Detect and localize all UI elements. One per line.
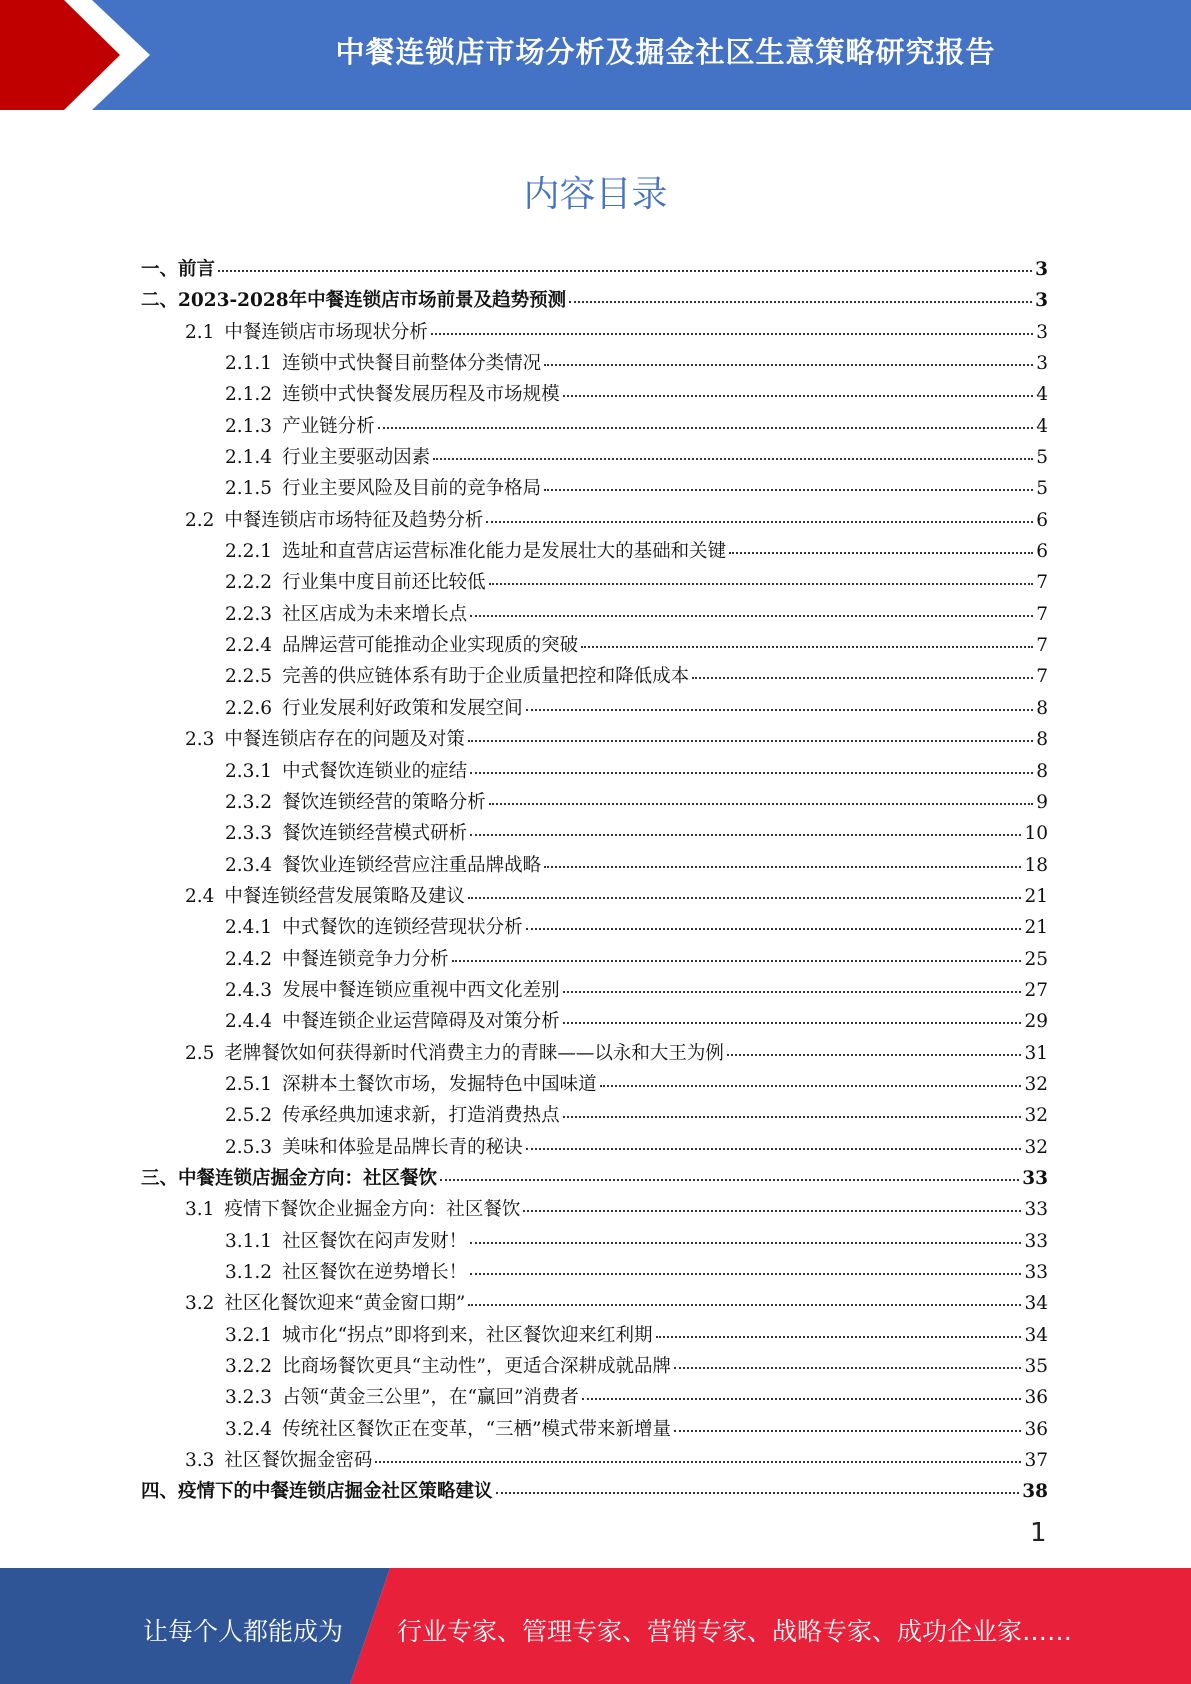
toc-entry-number: 2.5 (185, 1042, 215, 1064)
toc-entry-page: 5 (1036, 447, 1048, 469)
toc-entry[interactable] (141, 661, 1048, 692)
toc-entry-label (225, 944, 449, 975)
toc-entry-page: 9 (1036, 791, 1048, 813)
dot-leader (544, 866, 1021, 868)
toc-entry-number: 2.2.2 (225, 572, 273, 594)
dot-leader (523, 1210, 1021, 1212)
toc-entry[interactable] (141, 1288, 1048, 1319)
toc-entry-page: 4 (1036, 384, 1048, 406)
toc-entry-text: 占领“黄金三公里”，在“赢回”消费者 (282, 1387, 579, 1409)
dot-leader (470, 615, 1033, 617)
red-chevron-icon (0, 0, 160, 110)
toc-entry-text: 四、疫情下的中餐连锁店掘金社区策略建议 (141, 1481, 493, 1503)
dot-leader (496, 1492, 1020, 1494)
toc-entry-page: 7 (1036, 635, 1048, 657)
toc-entry-page: 36 (1024, 1418, 1048, 1440)
toc-entry-label (225, 1257, 467, 1288)
toc-entry-page: 33 (1022, 1167, 1048, 1189)
toc-entry-number: 2.3.4 (225, 854, 273, 876)
toc-entry-text: 行业主要驱动因素 (282, 447, 431, 469)
toc-entry-label (141, 254, 215, 285)
toc-entry-number: 3.2.1 (225, 1324, 273, 1346)
toc-entry-page: 38 (1022, 1481, 1048, 1503)
dot-leader (544, 364, 1033, 366)
dot-leader (569, 301, 1032, 303)
toc-entry[interactable] (141, 348, 1048, 379)
toc-entry-label (185, 1445, 372, 1476)
dot-leader (526, 928, 1022, 930)
toc-entry-label (225, 1132, 523, 1163)
toc-entry-number: 2.1 (185, 321, 215, 343)
toc-entry-text: 连锁中式快餐目前整体分类情况 (282, 353, 542, 375)
toc-entry-page: 7 (1036, 572, 1048, 594)
toc-entry-label (225, 1069, 597, 1100)
toc-entry-page: 37 (1024, 1450, 1048, 1472)
toc-entry-text: 城市化“拐点”即将到来，社区餐饮迎来红利期 (282, 1324, 653, 1346)
toc-entry-text: 连锁中式快餐发展历程及市场规模 (282, 384, 560, 406)
toc-entry-text: 社区餐饮在逆势增长！ (282, 1262, 468, 1283)
toc-entry-label (141, 285, 566, 316)
toc-entry-text: 行业发展利好政策和发展空间 (282, 697, 523, 719)
toc-entry[interactable] (141, 1038, 1048, 1069)
toc-entry[interactable] (141, 599, 1048, 630)
toc-entry-label (185, 1194, 520, 1225)
toc-entry[interactable] (141, 693, 1048, 724)
toc-entry-page: 35 (1024, 1356, 1048, 1378)
dot-leader (470, 834, 1021, 836)
toc-entry-page: 25 (1024, 948, 1048, 970)
toc-entry-text: 疫情下餐饮企业掘金方向：社区餐饮 (224, 1199, 521, 1221)
toc-entry-number: 2.1.5 (225, 478, 273, 500)
toc-entry-page: 4 (1036, 415, 1048, 437)
toc-entry-page: 21 (1024, 885, 1048, 907)
toc-entry-label (225, 1414, 671, 1445)
toc-entry-text: 选址和直营店运营标准化能力是发展壮大的基础和关键 (282, 541, 727, 563)
toc-entry-page: 8 (1036, 729, 1048, 751)
toc-entry-text: 餐饮业连锁经营应注重品牌战略 (282, 854, 542, 876)
dot-leader (440, 1179, 1019, 1181)
dot-leader (544, 489, 1033, 491)
toc-entry-page: 33 (1024, 1199, 1048, 1221)
dot-leader (489, 803, 1034, 805)
toc-entry-text: 传统社区餐饮正在变革，“三栖”模式带来新增量 (282, 1418, 671, 1440)
toc-entry-number: 3.3 (185, 1450, 215, 1472)
toc-entry-page: 8 (1036, 697, 1048, 719)
toc-entry-label (225, 1226, 467, 1257)
toc-entry-text: 中式餐饮的连锁经营现状分析 (282, 917, 523, 939)
dot-leader (218, 270, 1032, 272)
toc-entry-text: 中餐连锁店市场特征及趋势分析 (224, 509, 484, 531)
toc-entry-label (225, 975, 560, 1006)
toc-entry-page: 7 (1036, 603, 1048, 625)
toc-entry-page: 32 (1024, 1073, 1048, 1095)
toc-entry[interactable] (141, 254, 1048, 285)
dot-leader (470, 1273, 1021, 1275)
toc-entry-label (225, 348, 541, 379)
toc-entry-number: 2.3 (185, 729, 215, 751)
toc-entry-text: 比商场餐饮更具“主动性”，更适合深耕成就品牌 (282, 1356, 671, 1378)
toc-entry[interactable] (141, 411, 1048, 442)
toc-heading: 内容目录 (523, 174, 668, 215)
toc-entry-text: 品牌运营可能推动企业实现质的突破 (282, 635, 579, 657)
toc-entry-label (141, 1476, 493, 1507)
footer-band (0, 1568, 1191, 1684)
toc-entry[interactable] (141, 1132, 1048, 1163)
toc-entry[interactable] (141, 1006, 1048, 1037)
toc-entry-number: 3.2.3 (225, 1387, 273, 1409)
toc-entry[interactable] (141, 944, 1048, 975)
toc-entry-label (225, 630, 578, 661)
toc-entry-text: 社区餐饮在闷声发财！ (282, 1230, 468, 1252)
toc-entry-label (185, 1038, 724, 1069)
dot-leader (468, 1304, 1021, 1306)
toc-entry[interactable] (141, 975, 1048, 1006)
toc-entry-label (225, 912, 523, 943)
toc-entry-page: 34 (1024, 1324, 1048, 1346)
toc-entry-number: 2.1.4 (225, 447, 273, 469)
dot-leader (729, 552, 1033, 554)
toc-entry-number: 3.1.1 (225, 1230, 273, 1252)
toc-entry-label (225, 1382, 579, 1413)
toc-entry[interactable] (141, 756, 1048, 787)
toc-entry[interactable] (141, 442, 1048, 473)
toc-entry-label (225, 536, 726, 567)
toc-entry-label (225, 1351, 671, 1382)
dot-leader (526, 1148, 1022, 1150)
dot-leader (581, 646, 1033, 648)
dot-leader (674, 1430, 1021, 1432)
toc-entry-label (225, 756, 467, 787)
toc-entry-text: 美味和体验是品牌长青的秘诀 (282, 1136, 523, 1158)
toc-entry-page: 31 (1024, 1042, 1048, 1064)
toc-entry-text: 餐饮连锁经营模式研析 (282, 823, 468, 845)
toc-entry[interactable] (141, 1194, 1048, 1225)
dot-leader (563, 1022, 1022, 1024)
dot-leader (582, 1398, 1022, 1400)
toc-entry[interactable] (141, 850, 1048, 881)
toc-entry-label (185, 505, 483, 536)
toc-entry-page: 33 (1024, 1262, 1048, 1283)
toc-entry[interactable] (141, 473, 1048, 504)
toc-entry[interactable] (141, 787, 1048, 818)
toc-entry[interactable] (141, 567, 1048, 598)
toc-entry-page: 10 (1024, 823, 1048, 845)
toc-entry[interactable] (141, 1226, 1048, 1257)
toc-entry-number: 2.5.2 (225, 1105, 273, 1127)
toc-entry-label (225, 693, 523, 724)
toc-entry-number: 2.2.4 (225, 635, 273, 657)
dot-leader (486, 521, 1033, 523)
toc-entry-number: 2.4.1 (225, 917, 273, 939)
toc-entry-text: 发展中餐连锁应重视中西文化差别 (282, 979, 560, 1001)
toc-entry[interactable] (141, 1351, 1048, 1382)
toc-entry-number: 2.2.6 (225, 697, 273, 719)
toc-entry-page: 3 (1036, 321, 1048, 343)
toc-entry-number: 2.4.3 (225, 979, 273, 1001)
toc-entry-text: 社区化餐饮迎来“黄金窗口期” (224, 1293, 466, 1315)
toc-entry-text: 中餐连锁企业运营障碍及对策分析 (282, 1011, 560, 1033)
toc-entry[interactable] (141, 724, 1048, 755)
dot-leader (489, 583, 1034, 585)
toc-entry-text: 传承经典加速求新，打造消费热点 (282, 1105, 560, 1127)
dot-leader (563, 1116, 1022, 1118)
toc-entry-text: 行业主要风险及目前的竞争格局 (282, 478, 542, 500)
dot-leader (431, 333, 1033, 335)
toc-entry-label (225, 379, 560, 410)
dot-leader (674, 1367, 1021, 1369)
toc-entry-number: 2.5.3 (225, 1136, 273, 1158)
toc-entry[interactable] (141, 1320, 1048, 1351)
toc-entry-text: 社区店成为未来增长点 (282, 603, 468, 625)
dot-leader (526, 709, 1034, 711)
toc-entry-number: 2.5.1 (225, 1073, 273, 1095)
header-band (0, 0, 1191, 110)
toc-entry-page: 7 (1036, 666, 1048, 688)
toc-entry-page: 33 (1024, 1230, 1048, 1252)
toc-entry-number: 3.1 (185, 1199, 215, 1221)
toc-entry-text: 餐饮连锁经营的策略分析 (282, 791, 486, 813)
toc-entry-number: 2.4.2 (225, 948, 273, 970)
page-number: 1 (1030, 1518, 1047, 1548)
toc-entry[interactable] (141, 536, 1048, 567)
toc-entry-text: 中餐连锁店存在的问题及对策 (224, 729, 465, 751)
toc-entry-page: 6 (1036, 541, 1048, 563)
toc-entry-label (225, 599, 467, 630)
toc-entry-text: 完善的供应链体系有助于企业质量把控和降低成本 (282, 666, 690, 688)
toc-entry-number: 2.1.3 (225, 415, 273, 437)
toc-entry[interactable] (141, 285, 1048, 316)
toc-entry[interactable] (141, 818, 1048, 849)
toc-entry-number: 2.2 (185, 509, 215, 531)
toc-entry-text: 产业链分析 (282, 415, 375, 437)
toc-entry-number: 2.2.1 (225, 541, 273, 563)
footer-slogan-left: 让每个人都能成为 (143, 1617, 344, 1646)
toc-entry-text: 中式餐饮连锁业的症结 (282, 760, 468, 782)
toc-entry-page: 8 (1036, 760, 1048, 782)
toc-entry[interactable] (141, 1382, 1048, 1413)
toc-entry-label (185, 881, 465, 912)
toc-entry[interactable] (141, 379, 1048, 410)
toc-entry-label (225, 661, 689, 692)
toc-entry-text: 三、中餐连锁店掘金方向：社区餐饮 (141, 1167, 438, 1189)
toc-entry[interactable] (141, 1476, 1048, 1507)
toc-entry-number: 2.4 (185, 885, 215, 907)
toc-entry-page: 27 (1024, 979, 1048, 1001)
toc-entry-number: 2.1.1 (225, 353, 273, 375)
toc-entry-text: 深耕本土餐饮市场，发掘特色中国味道 (282, 1073, 597, 1095)
dot-leader (563, 991, 1022, 993)
toc-entry-number: 2.2.3 (225, 603, 273, 625)
toc-entry-text: 中餐连锁店市场现状分析 (224, 321, 428, 343)
toc-entry-text: 中餐连锁经营发展策略及建议 (224, 885, 465, 907)
dot-leader (468, 740, 1033, 742)
dot-leader (563, 395, 1034, 397)
toc-entry-text: 社区餐饮掘金密码 (224, 1450, 373, 1472)
dot-leader (375, 1461, 1021, 1463)
toc-entry-label (185, 724, 465, 755)
toc-entry-text: 老牌餐饮如何获得新时代消费主力的青睐——以永和大王为例 (224, 1042, 724, 1064)
toc-entry-label (185, 1288, 465, 1319)
dot-leader (692, 677, 1033, 679)
toc-entry-text: 中餐连锁竞争力分析 (282, 948, 449, 970)
dot-leader (378, 427, 1034, 429)
toc-entry[interactable] (141, 1414, 1048, 1445)
toc-entry-label (141, 1163, 437, 1194)
toc-entry-number: 3.2.2 (225, 1356, 273, 1378)
toc-entry-text: 二、2023-2028年中餐连锁店市场前景及趋势预测 (141, 290, 567, 312)
toc-entry[interactable] (141, 881, 1048, 912)
toc-entry-page: 34 (1024, 1293, 1048, 1315)
toc-entry[interactable] (141, 912, 1048, 943)
toc-entry-label (225, 473, 541, 504)
toc-entry-label (225, 411, 375, 442)
toc-entry-label (225, 442, 430, 473)
footer-slogan-right: 行业专家、管理专家、营销专家、战略专家、成功企业家…… (397, 1617, 1073, 1646)
toc-entry-number: 2.2.5 (225, 666, 273, 688)
toc-entry-label (225, 850, 541, 881)
toc-entry-number: 3.2 (185, 1293, 215, 1315)
toc-entry-page: 18 (1024, 854, 1048, 876)
toc-entry-number: 2.4.4 (225, 1011, 273, 1033)
dot-leader (727, 1054, 1022, 1056)
toc-entry-number: 2.3.3 (225, 823, 273, 845)
toc-entry-page: 29 (1024, 1011, 1048, 1033)
toc-entry-page: 5 (1036, 478, 1048, 500)
toc-entry[interactable] (141, 505, 1048, 536)
dot-leader (452, 960, 1022, 962)
toc-entry[interactable] (141, 1100, 1048, 1131)
toc-entry-number: 2.3.2 (225, 791, 273, 813)
toc-entry-text: 行业集中度目前还比较低 (282, 572, 486, 594)
toc-entry-page: 32 (1024, 1136, 1048, 1158)
toc-entry-number: 2.3.1 (225, 760, 273, 782)
dot-leader (600, 1085, 1022, 1087)
toc-entry-label (225, 567, 486, 598)
table-of-contents (141, 254, 1048, 1508)
toc-entry-page: 36 (1024, 1387, 1048, 1409)
dot-leader (470, 772, 1033, 774)
toc-entry[interactable] (141, 630, 1048, 661)
toc-entry[interactable] (141, 1257, 1048, 1288)
toc-entry-page: 3 (1036, 353, 1048, 375)
toc-entry[interactable] (141, 1445, 1048, 1476)
toc-entry-page: 3 (1035, 259, 1048, 280)
toc-entry[interactable] (141, 317, 1048, 348)
toc-entry-page: 6 (1036, 509, 1048, 531)
dot-leader (433, 458, 1033, 460)
toc-entry-number: 2.1.2 (225, 384, 273, 406)
dot-leader (468, 897, 1022, 899)
toc-entry-label (225, 818, 467, 849)
toc-entry-label (225, 1006, 560, 1037)
toc-entry-label (225, 787, 486, 818)
toc-entry[interactable] (141, 1069, 1048, 1100)
toc-entry-page: 21 (1024, 917, 1048, 939)
toc-entry-label (225, 1320, 653, 1351)
toc-entry-page: 32 (1024, 1105, 1048, 1127)
report-title: 中餐连锁店市场分析及掘金社区生意策略研究报告 (335, 35, 996, 69)
toc-entry-number: 3.2.4 (225, 1418, 273, 1440)
toc-entry-number: 3.1.2 (225, 1262, 273, 1283)
toc-entry-label (225, 1100, 560, 1131)
toc-entry-text: 一、前言 (141, 259, 216, 280)
toc-entry-page: 3 (1035, 290, 1048, 312)
toc-entry-label (185, 317, 428, 348)
dot-leader (470, 1242, 1021, 1244)
dot-leader (656, 1336, 1022, 1338)
toc-entry[interactable] (141, 1163, 1048, 1194)
